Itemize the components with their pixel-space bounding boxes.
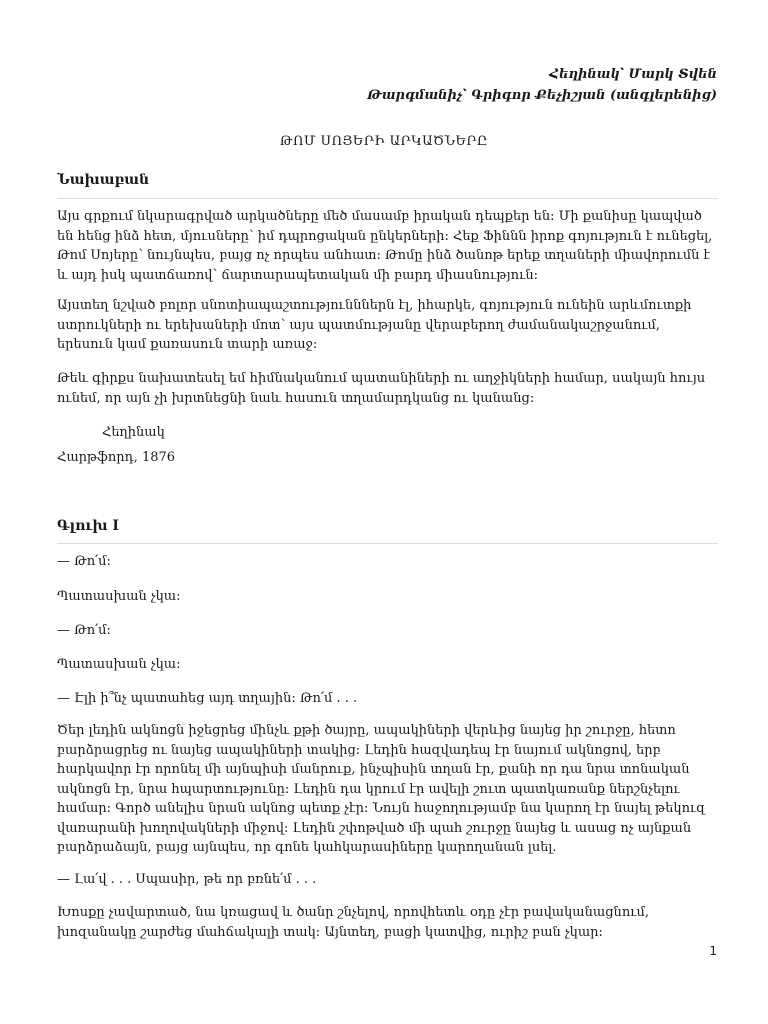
chapter-paragraph-2: Խոսքը չավարտած, նա կռացավ և ծանր շնչելով, որովհետև օդը չէր բավականացնում, խոզանակը շարժեց մահճակալի տակ։ Այնտեղ, բացի կատվից, ուրիշ բան չկար։ xyxy=(57,905,650,940)
narration-line-2: Պատասխան չկա։ xyxy=(57,657,181,672)
preface-paragraph-3: Թեև գիրքս նախատեսել եմ հիմնականում պատանիների ու աղջիկների համար, սակայն հույս ունեմ, որ այն չի խրտնեցնի նաև հասուն տղամարդկանց ու կանանց։ xyxy=(57,371,706,406)
narration-line-1: Պատասխան չկա։ xyxy=(57,589,181,604)
dialogue-line-3: — Էլի ի՞նչ պատահեց այդ տղային։ Թո՛մ . . . xyxy=(57,691,358,706)
dialogue-line-1: — Թո՛մ։ xyxy=(57,554,111,569)
dialogue-line-4: — Լա՛վ . . . Սպասիր, թե որ բռնե՛մ . . . xyxy=(57,872,317,887)
author-line: Հեղինակ՝ Մարկ Տվեն xyxy=(549,67,717,82)
page-number: 1 xyxy=(709,944,717,958)
preface-place-date: Հարթֆորդ, 1876 xyxy=(57,450,176,465)
chapter-heading: Գլուխ I xyxy=(57,518,119,534)
chapter-paragraph-1: Ծեր լեդին ակնոցն իջեցրեց մինչև քթի ծայրը, ապակիների վերևից նայեց իր շուրջը, հետո բարձրացրեց ու նայեց ապակիների տակից։ Լեդին հազվադեպ էր նայում ակնոցով, երբ հարկավոր էր որոնել մի այնպիսի մանրուք, ինչպիսին տղան էր, քանի որ դա նրա տոնական ակնոցն էր, նրա հպարտությունը։ Լեդին դա կրում էր ավելի շուտ պատկառանք ներշնչելու համար։ Գործ անելիս նրան ակնոց պետք չէր։ Նույն հաջողությամբ նա կարող էր նայել թեկուզ վառարանի խողովակների միջով։ Լեդին շփոթված մի պահ շուրջը նայեց և ասաց ոչ այնքան բարձրաձայն, բայց այնպես, որ գոնե կահկարասիները կարողանան լսել. xyxy=(57,723,706,855)
author-block xyxy=(367,64,717,106)
preface-divider xyxy=(57,198,718,199)
chapter-divider xyxy=(57,543,718,544)
preface-heading: Նախաբան xyxy=(57,172,150,188)
dialogue-line-2: — Թո՛մ։ xyxy=(57,623,111,638)
preface-signature: Հեղինակ xyxy=(102,425,165,440)
preface-paragraph-2: Այստեղ նշված բոլոր սնոտիապաշտությունններն էլ, իհարկե, գոյություն ունեին արևմուտքի ստրուկների ու երեխաների մոտ՝ այս պատմությանը վերաբերող ժամանակաշրջանում, երեսուն կամ քառասուն տարի առաջ։ xyxy=(57,298,692,352)
preface-paragraph-1: Այս գրքում նկարագրված արկածները մեծ մասամբ իրական դեպքեր են։ Մի քանիսը կապված են հենց ինձ հետ, մյուսները՝ իմ դպրոցական ընկերների։ Հեք Ֆիննն իրոք գոյություն է ունեցել, Թոմ Սոյերը՝ նույնպես, բայց ոչ որպես անհատ։ Թոմը ինձ ծանոթ երեք տղաների միավորումն է և այդ իսկ պատճառով՝ ճարտարապետական մի բարդ միասնություն։ xyxy=(57,209,713,283)
translator-line: Թարգմանիչ՝ Գրիգոր Քեչիշյան (անգլերենից) xyxy=(367,88,717,103)
book-title: ԹՈՄ ՍՈՅԵՐԻ ԱՐԿԱԾՆԵՐԸ xyxy=(279,134,489,149)
